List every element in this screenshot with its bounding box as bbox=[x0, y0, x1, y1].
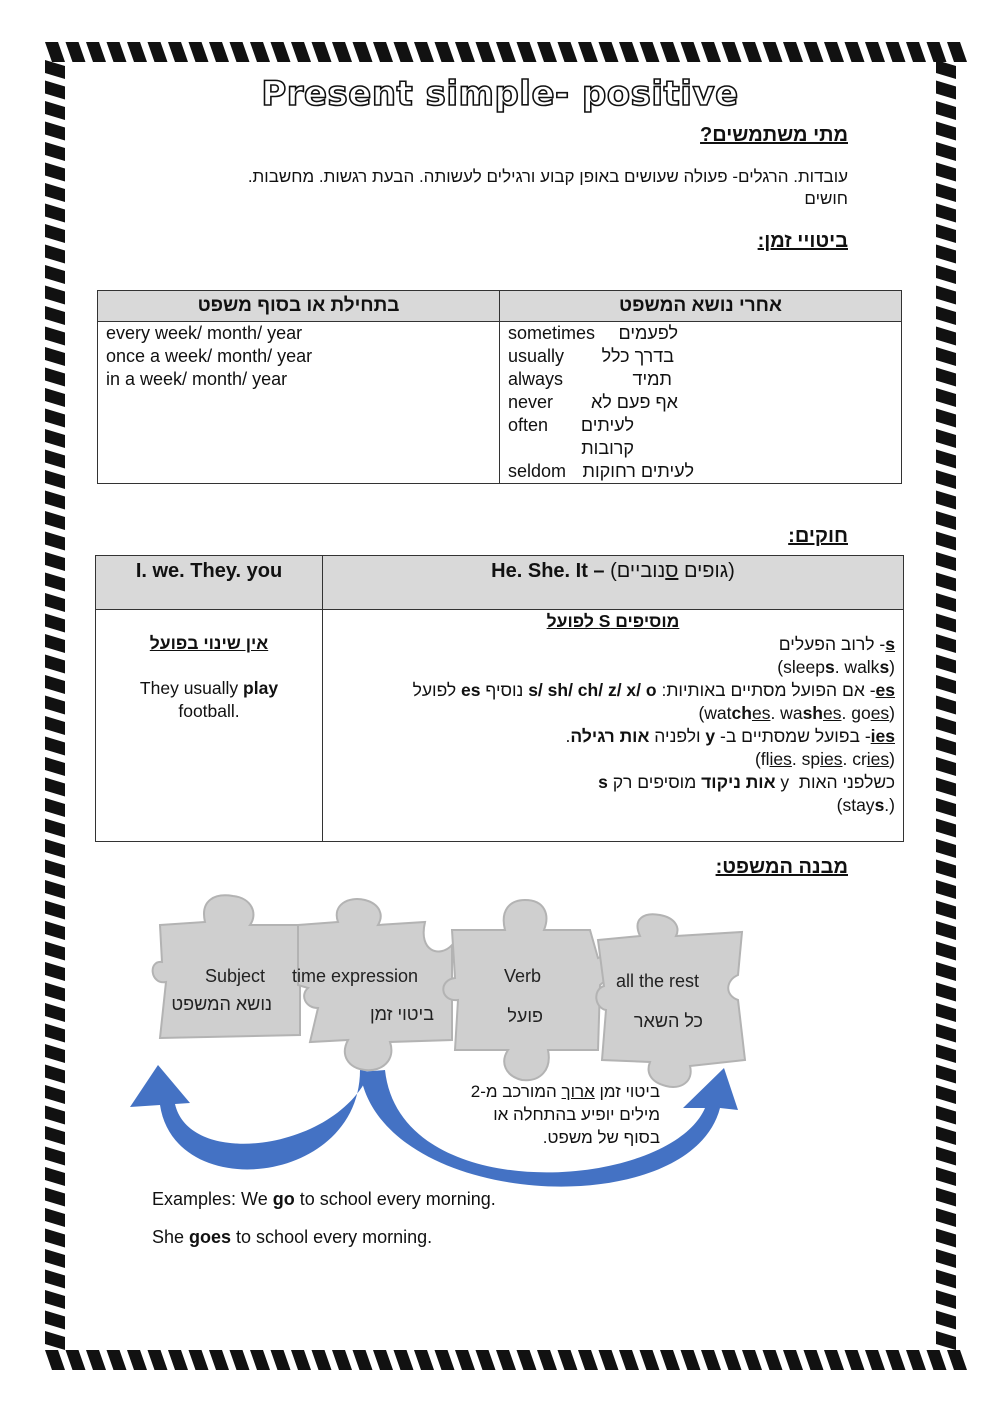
ex-suffix: s bbox=[879, 657, 890, 677]
time-left-row: every week/ month/ year bbox=[106, 323, 303, 343]
ex-part: . sp bbox=[791, 749, 821, 769]
ex-part: . cr bbox=[842, 749, 867, 769]
time-en: usually bbox=[508, 346, 565, 366]
time-he: תמיד bbox=[632, 369, 672, 389]
rule-letter: y bbox=[780, 772, 790, 792]
page-title: Present simple- positive bbox=[261, 74, 739, 114]
time-he: לפעמים bbox=[618, 323, 678, 343]
time-he: אף פעם לא bbox=[590, 392, 678, 412]
time-he: לעיתים רחוקות bbox=[582, 461, 694, 481]
time-left-row: in a week/ month/ year bbox=[106, 369, 288, 389]
rule-key: es bbox=[875, 680, 895, 700]
time-en: often bbox=[508, 415, 549, 435]
verb-label-en: Verb bbox=[504, 966, 542, 986]
add-s-title: מוסיפים S לפועל bbox=[546, 611, 680, 631]
note-line2: מילים יופיע בהתחלה או bbox=[493, 1105, 660, 1124]
ex-part: . go bbox=[841, 703, 871, 723]
rule-letter: y bbox=[705, 726, 716, 746]
time-en: always bbox=[508, 369, 564, 389]
rest-label-he: כל השאר bbox=[633, 1011, 703, 1031]
time-table-header-right: אחרי נושא המשפט bbox=[500, 291, 902, 322]
no-change-text: אין שינוי בפועל bbox=[149, 633, 269, 653]
ex-part: ( bbox=[777, 657, 784, 677]
when-text-line1: עובדות. הרגלים- פעולה שעושים באופן קבוע ורגילים לעשותה. הבעת רגשות. מחשבות. bbox=[247, 167, 848, 186]
ex-part: to school every morning. bbox=[231, 1227, 433, 1247]
note-underlined: ארוך bbox=[561, 1082, 595, 1101]
note-part: ביטוי זמן bbox=[594, 1082, 660, 1101]
time-en: sometimes bbox=[508, 323, 596, 343]
ex-underlined: ies bbox=[820, 749, 843, 769]
puzzle-piece-verb bbox=[443, 900, 615, 1080]
time-en: never bbox=[508, 392, 554, 412]
ex-part: to school every morning. bbox=[294, 1189, 496, 1209]
rule-text: - לרוב הפעלים bbox=[778, 634, 886, 654]
when-text-line2: חושים bbox=[804, 189, 848, 208]
rule-ies: ies- בפועל שמסתיים ב- y ולפניה אות רגילה. bbox=[565, 726, 895, 746]
ex-verb: goes bbox=[189, 1227, 232, 1247]
he-part: נוביים) bbox=[610, 560, 666, 582]
ex-underlined: es bbox=[823, 703, 842, 723]
time-table-header-left: בתחילת או בסוף משפט bbox=[98, 291, 500, 322]
ex-part: ) bbox=[889, 657, 895, 677]
rule-text: - בפועל שמסתיים ב- bbox=[720, 726, 871, 746]
rest-label-en: all the rest bbox=[616, 971, 700, 991]
verb-label-he: פועל bbox=[507, 1006, 543, 1026]
ex-part: (wat bbox=[698, 703, 732, 723]
rules-header-left: I. we. They. you bbox=[96, 556, 323, 610]
ex-bold: sh bbox=[802, 703, 823, 723]
arrow-to-start bbox=[130, 1065, 370, 1169]
ex-part: . walk bbox=[834, 657, 880, 677]
example-2 bbox=[152, 1227, 432, 1248]
ex-part: Examples: We bbox=[152, 1189, 273, 1209]
time-expressions-heading: ביטויי זמן: bbox=[757, 230, 848, 252]
rule-suffix: es bbox=[461, 680, 481, 700]
rule-key: ies bbox=[870, 726, 895, 746]
ex-underlined: ies bbox=[866, 749, 890, 769]
ex-bold: ch bbox=[731, 703, 752, 723]
rule-letters: s/ sh/ ch/ z/ x/ o bbox=[528, 680, 657, 700]
time-left-row: once a week/ month/ year bbox=[106, 346, 313, 366]
rules-heading: חוקים: bbox=[788, 525, 848, 547]
ex-part: sleep bbox=[783, 657, 825, 677]
time-he: לעיתים קרובות bbox=[580, 415, 634, 458]
ex-verb: go bbox=[272, 1189, 295, 1209]
time-label-en: time expression bbox=[292, 966, 419, 986]
ex-part: (fl bbox=[754, 749, 770, 769]
ex-part: .) bbox=[884, 795, 895, 815]
rule-text: נוסיף bbox=[485, 680, 524, 700]
rule-key: s bbox=[885, 634, 895, 654]
ex-underlined: es bbox=[870, 703, 890, 723]
puzzle-piece-rest bbox=[596, 914, 745, 1087]
ex-part: football. bbox=[178, 701, 240, 721]
ex-underlined: es bbox=[751, 703, 771, 723]
ex-part: ) bbox=[889, 703, 895, 723]
time-en: seldom bbox=[508, 461, 567, 481]
note-line1 bbox=[471, 1080, 660, 1103]
ex-part: They usually bbox=[139, 678, 244, 698]
structure-heading: מבנה המשפט: bbox=[715, 856, 848, 878]
ex-underlined: ies bbox=[769, 749, 792, 769]
note-line3: בסוף של משפט. bbox=[542, 1128, 660, 1147]
rule-bold: אות ניקוד bbox=[701, 772, 776, 792]
subject-label-he: נושא המשפט bbox=[171, 994, 272, 1014]
ex-part: ) bbox=[889, 749, 895, 769]
ex-suffix: s bbox=[824, 657, 835, 677]
ex-bold-verb: play bbox=[243, 678, 279, 698]
rule-text: כשלפני האות bbox=[798, 772, 895, 792]
time-he: בדרך כלל bbox=[601, 346, 674, 366]
ex-part: (stay bbox=[836, 795, 875, 815]
rule-text: ולפניה bbox=[654, 726, 701, 746]
ex-suffix: s bbox=[874, 795, 885, 815]
he-underlined-letter: ס bbox=[665, 560, 679, 582]
rule-letter: s bbox=[598, 772, 608, 792]
ex-part: She bbox=[152, 1227, 190, 1247]
rule-text: לפועל bbox=[412, 680, 457, 700]
ex-part: . wa bbox=[770, 703, 803, 723]
rule-bold: אות רגילה bbox=[570, 726, 650, 746]
he-part: (גופים bbox=[678, 560, 735, 582]
time-expression-note bbox=[471, 1080, 660, 1149]
note-part: המורכב מ-2 bbox=[470, 1082, 562, 1101]
rule-text: - אם הפועל מסתיים באותיות: bbox=[661, 680, 876, 700]
when-heading: מתי משתמשים? bbox=[700, 124, 848, 146]
subject-label-en: Subject bbox=[205, 966, 266, 986]
rule-text: מוסיפים רק bbox=[612, 772, 697, 792]
rules-header-en: He. She. It – bbox=[491, 560, 605, 582]
example-1 bbox=[152, 1189, 496, 1210]
time-label-he: ביטוי זמן bbox=[369, 1004, 434, 1024]
